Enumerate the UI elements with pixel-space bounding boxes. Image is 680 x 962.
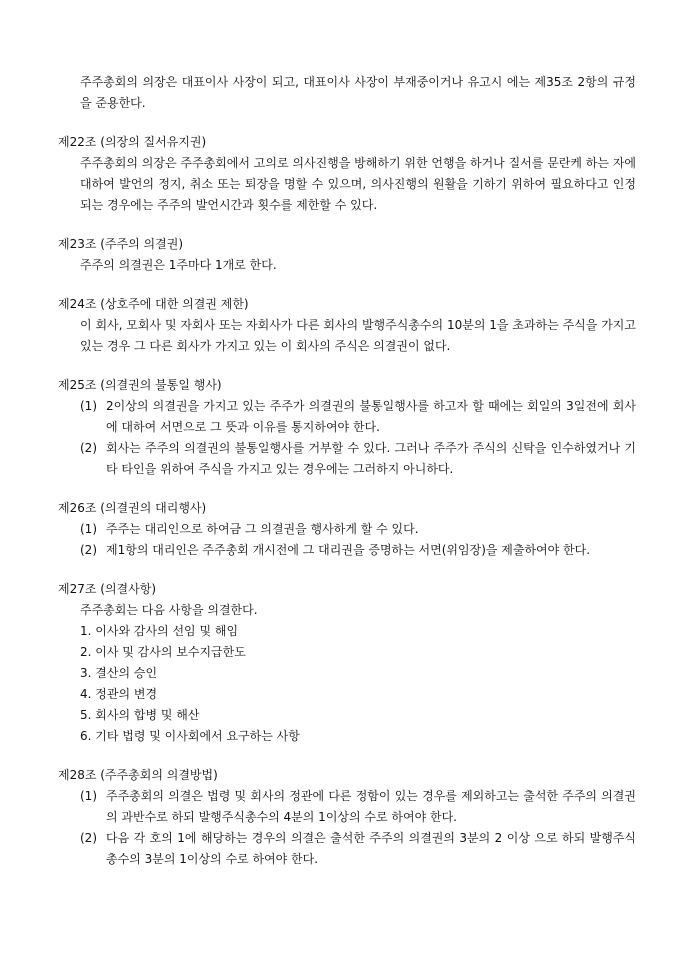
article-paragraph: 이 회사, 모회사 및 자회사 또는 자회사가 다른 회사의 발행주식총수의 10분의 1을 초과하는 주식을 가지고 있는 경우 그 다른 회사가 가지고 있는 이 회사의 주식은 의결권이 없다. bbox=[80, 318, 636, 353]
item-number: (2) bbox=[80, 543, 97, 557]
item-text: 제1항의 대리인은 주주총회 개시전에 그 대리권을 증명하는 서면(위임장)을 제출하여야 한다. bbox=[106, 543, 591, 557]
item-text: 주주는 대리인으로 하여금 그 의결권을 행사하게 할 수 있다. bbox=[106, 522, 419, 536]
article-item bbox=[58, 540, 636, 561]
item-number: (1) bbox=[80, 789, 97, 803]
list-item: 1. 이사와 감사의 선임 및 해임 bbox=[80, 624, 239, 638]
article-25 bbox=[58, 375, 636, 480]
list-item: 2. 이사 및 감사의 보수지급한도 bbox=[80, 645, 246, 659]
article-28 bbox=[58, 765, 636, 870]
article-paragraph: 주주총회는 다음 사항을 의결한다. bbox=[80, 603, 258, 617]
item-number: (2) bbox=[80, 831, 97, 845]
article-item bbox=[58, 519, 636, 540]
item-text: 2이상의 의결권을 가지고 있는 주주가 의결권의 불통일행사를 하고자 할 때에는 회일의 3일전에 회사에 대하여 서면으로 그 뜻과 이유를 통지하여야 한다. bbox=[106, 399, 636, 434]
article-heading: 제25조 (의결권의 불통일 행사) bbox=[58, 378, 222, 392]
article-heading: 제23조 (주주의 의결권) bbox=[58, 237, 183, 251]
item-text: 다음 각 호의 1에 해당하는 경우의 의결은 출석한 주주의 의결권의 3분의 2 이상 으로 하되 발행주식총수의 3분의 1이상의 수로 하여야 한다. bbox=[106, 831, 636, 866]
item-number: (1) bbox=[80, 522, 97, 536]
item-number: (1) bbox=[80, 399, 97, 413]
article-23 bbox=[58, 234, 636, 276]
article-heading: 제24조 (상호주에 대한 의결권 제한) bbox=[58, 297, 249, 311]
article-heading: 제22조 (의장의 질서유지권) bbox=[58, 135, 207, 149]
article-heading: 제27조 (의결사항) bbox=[58, 582, 156, 596]
article-24 bbox=[58, 294, 636, 357]
article-item bbox=[58, 396, 636, 438]
article-26 bbox=[58, 498, 636, 561]
article-paragraph: 주주총회의 의장은 주주총회에서 고의로 의사진행을 방해하기 위한 언행을 하거나 질서를 문란케 하는 자에 대하여 발언의 정지, 취소 또는 퇴장을 명할 수 있으며, 의사진행의 원활을 기하기 위하여 필요하다고 인정되는 경우에는 주주의 발언시간과 횟수를 제한할 수 있다. bbox=[80, 156, 636, 212]
list-item: 6. 기타 법령 및 이사회에서 요구하는 사항 bbox=[80, 729, 300, 743]
article-item bbox=[58, 438, 636, 480]
article-heading: 제28조 (주주총회의 의결방법) bbox=[58, 768, 218, 782]
article-heading: 제26조 (의결권의 대리행사) bbox=[58, 501, 207, 515]
item-text: 주주총회의 의결은 법령 및 회사의 정관에 다른 정함이 있는 경우를 제외하고는 출석한 주주의 의결권의 과반수로 하되 발행주식총수의 4분의 1이상의 수로 하여야 한다. bbox=[106, 789, 636, 824]
intro-section bbox=[58, 72, 636, 114]
article-paragraph: 주주의 의결권은 1주마다 1개로 한다. bbox=[80, 258, 277, 272]
list-item: 5. 회사의 합병 및 해산 bbox=[80, 708, 200, 722]
item-number: (2) bbox=[80, 441, 97, 455]
article-22 bbox=[58, 132, 636, 216]
item-text: 회사는 주주의 의결권의 불통일행사를 거부할 수 있다. 그러나 주주가 주식의 신탁을 인수하였거나 기타 타인을 위하여 주식을 가지고 있는 경우에는 그러하지 아니하다. bbox=[106, 441, 636, 476]
list-item: 4. 정관의 변경 bbox=[80, 687, 158, 701]
list-item: 3. 결산의 승인 bbox=[80, 666, 158, 680]
intro-paragraph: 주주총회의 의장은 대표이사 사장이 되고, 대표이사 사장이 부재중이거나 유고시 에는 제35조 2항의 규정을 준용한다. bbox=[80, 75, 636, 110]
article-27 bbox=[58, 579, 636, 747]
article-item bbox=[58, 828, 636, 870]
article-item bbox=[58, 786, 636, 828]
